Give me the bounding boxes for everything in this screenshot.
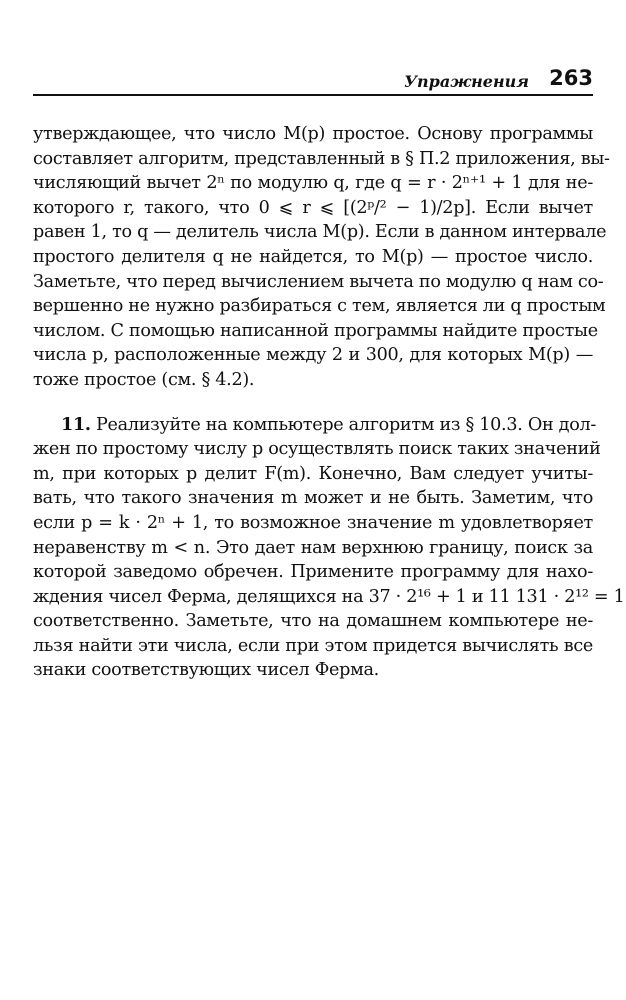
text-line: которой заведомо обречен. Примените программу для нахо-	[33, 562, 593, 583]
text-line: жен по простому числу p осуществлять поиск таких значений	[33, 439, 601, 460]
text-line: знаки соответствующих чисел Ферма.	[33, 660, 379, 681]
text-line: которого r, такого, что 0 ⩽ r ⩽ [(2ᵖ/² − 1)/2p]. Если вычет	[33, 197, 593, 218]
text-line: льзя найти эти числа, если при этом придется вычислять все	[33, 635, 593, 656]
text-line: вать, что такого значения m может и не быть. Заметим, что	[33, 488, 593, 509]
text-line: тоже простое (см. § 4.2).	[33, 369, 255, 390]
text-line: неравенству m < n. Это дает нам верхнюю границу, поиск за	[33, 537, 593, 558]
text-line: утверждающее, что число M(p) простое. Основу программы	[33, 124, 593, 144]
text-line: составляет алгоритм, представленный в § П.2 приложения, вы-	[33, 148, 610, 169]
exercise-11	[33, 413, 625, 684]
exercise-number: 11.	[61, 413, 91, 435]
section-title: Упражнения	[404, 72, 529, 91]
text-line: если p = k · 2ⁿ + 1, то возможное значение m удовлетворяет	[33, 512, 593, 533]
text-line: Заметьте, что перед вычислением вычета по модулю q нам со-	[33, 271, 604, 292]
text-line: числа p, расположенные между 2 и 300, для которых M(p) —	[33, 345, 593, 366]
text-line: ждения чисел Ферма, делящихся на 37 · 2¹⁶ + 1 и 11 131 · 2¹² = 1	[33, 586, 625, 607]
running-head	[33, 66, 593, 96]
text-line	[33, 413, 597, 438]
text-line: соответственно. Заметьте, что на домашнем компьютере не-	[33, 611, 593, 632]
text-line: равен 1, то q — делитель числа M(p). Если в данном интервале	[33, 222, 607, 243]
text-line: числом. С помощью написанной программы найдите простые	[33, 320, 598, 341]
text-line: числяющий вычет 2ⁿ по модулю q, где q = r · 2ⁿ⁺¹ + 1 для не-	[33, 173, 593, 194]
page-number: 263	[549, 66, 593, 90]
exercise-first-line: Реализуйте на компьютере алгоритм из § 10.3. Он дол-	[96, 414, 597, 435]
body-text	[33, 122, 625, 683]
paragraph-1	[33, 122, 610, 393]
text-line: вершенно не нужно разбираться с тем, является ли q простым	[33, 296, 606, 317]
text-line: m, при которых p делит F(m). Конечно, Вам следует учиты-	[33, 463, 593, 484]
text-line: простого делителя q не найдется, то M(p) — простое число.	[33, 246, 593, 267]
